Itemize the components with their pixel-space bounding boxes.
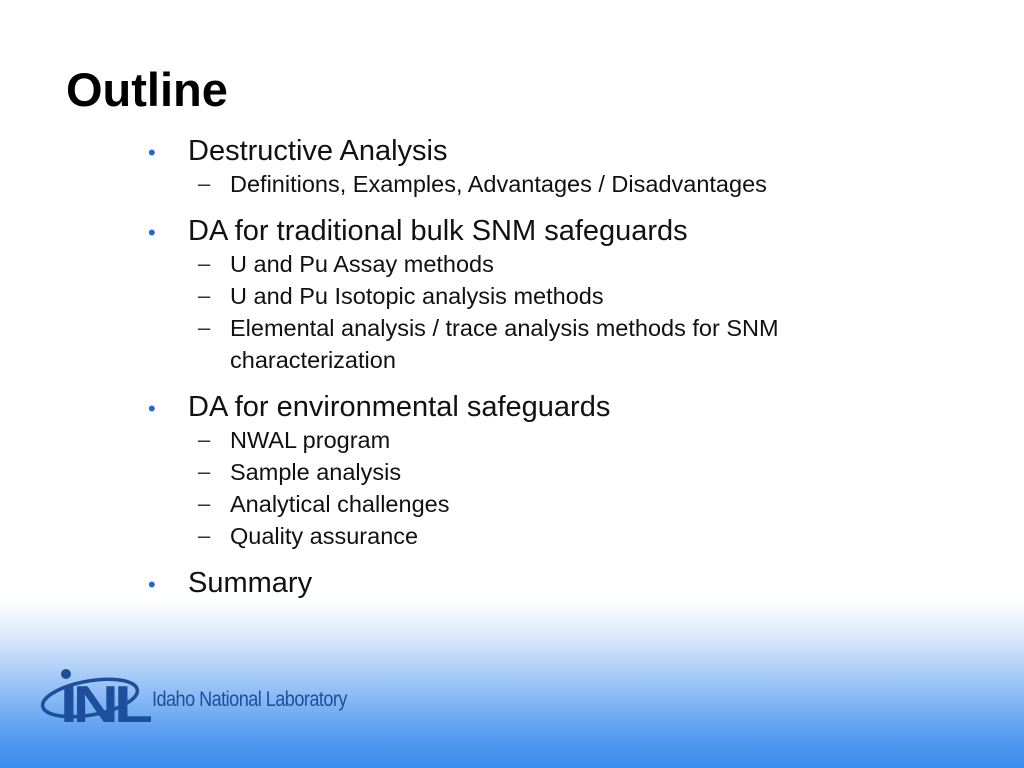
sub-item	[188, 248, 906, 280]
sub-item-label: Quality assurance	[230, 523, 419, 549]
outline-section	[146, 390, 906, 552]
sub-item	[188, 312, 906, 376]
section-label: Destructive Analysis	[188, 135, 448, 167]
dash-icon: –	[198, 283, 211, 308]
dash-icon: –	[198, 171, 211, 196]
outline-section	[146, 134, 906, 200]
sub-item-label: U and Pu Assay methods	[230, 251, 494, 277]
section-label: Summary	[188, 567, 313, 599]
sub-item	[188, 168, 906, 200]
dash-icon: –	[198, 251, 211, 276]
sub-item-label: U and Pu Isotopic analysis methods	[230, 283, 604, 309]
sub-item	[188, 520, 906, 552]
bullet-icon: •	[148, 396, 156, 421]
sub-item-label: Sample analysis	[230, 459, 402, 485]
section-label: DA for traditional bulk SNM safeguards	[188, 215, 688, 247]
dash-icon: –	[198, 427, 211, 452]
sub-item-label: Analytical challenges	[230, 491, 450, 517]
logo-letters: INL	[60, 676, 152, 728]
bullet-icon: •	[148, 140, 156, 165]
dash-icon: –	[198, 523, 211, 548]
sub-item-label: NWAL program	[230, 427, 391, 453]
outline-section	[146, 566, 906, 600]
bullet-icon: •	[148, 572, 156, 597]
dash-icon: –	[198, 315, 211, 340]
dash-icon: –	[198, 491, 211, 516]
sub-list	[188, 424, 906, 552]
sub-item-label: Definitions, Examples, Advantages / Disadvantages	[230, 171, 767, 197]
sub-item	[188, 424, 906, 456]
sub-item	[188, 280, 906, 312]
sub-list	[188, 248, 906, 376]
organization-name: Idaho National Laboratory	[152, 688, 347, 711]
sub-item	[188, 456, 906, 488]
section-label: DA for environmental safeguards	[188, 391, 611, 423]
sub-item-label: Elemental analysis / trace analysis methods for SNM characterization	[230, 315, 779, 373]
outline-list	[146, 134, 906, 600]
outline-section	[146, 214, 906, 376]
bullet-icon: •	[148, 220, 156, 245]
slide-title: Outline	[66, 63, 228, 116]
sub-list	[188, 168, 906, 200]
dash-icon: –	[198, 459, 211, 484]
sub-item	[188, 488, 906, 520]
